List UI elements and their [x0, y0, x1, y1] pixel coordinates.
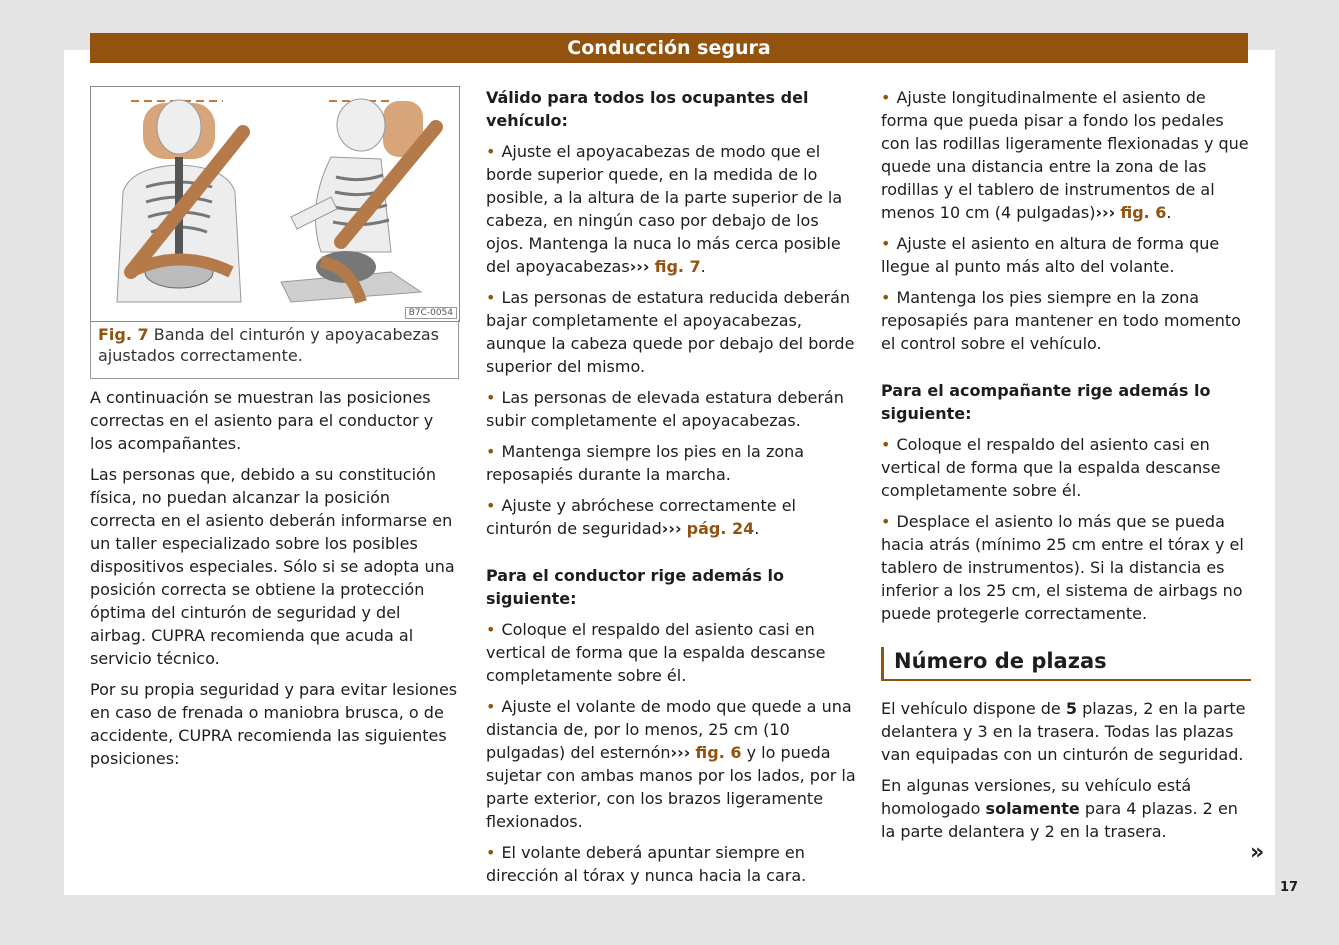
seats-section-title: Número de plazas — [881, 647, 1251, 681]
page-number: 17 — [1280, 880, 1299, 895]
figure-caption — [90, 320, 459, 379]
versions-paragraph: En algunas versiones, su vehículo está homologado solamente para 4 plazas. 2 en la parte delantera y 2 en la trasera. — [881, 776, 1238, 841]
driver-heading: Para el conductor rige además lo siguiente: — [486, 566, 784, 608]
list-item: • Ajuste y abróchese correctamente el cinturón de seguridad››› pág. 24. — [486, 494, 856, 540]
seatbelt-figure — [90, 86, 460, 322]
list-item: • Ajuste el apoyacabezas de modo que el borde superior quede, en la medida de lo posible, a la altura de la parte superior de la cabeza, en ningún caso por debajo de los ojos. Mantenga la nuca lo más cerca posible del apoyacabezas››› fig. 7. — [486, 140, 856, 278]
continue-mark: » — [1250, 840, 1265, 865]
seatbelt-illustration — [91, 87, 459, 321]
cross-ref-arrows: ››› — [629, 257, 650, 276]
list-item: • Ajuste el volante de modo que quede a una distancia de, por lo menos, 25 cm (10 pulgadas) del esternón››› fig. 6 y lo pueda sujetar con ambas manos por los lados, por la parte exterior, con los brazos ligeramente flexionados. — [486, 695, 856, 833]
page-24-link[interactable]: pág. 24 — [686, 519, 755, 538]
column-right — [881, 86, 1251, 851]
list-item: • Las personas de elevada estatura deberán subir completamente el apoyacabezas. — [486, 386, 856, 432]
column-middle — [486, 86, 856, 895]
list-item: • Coloque el respaldo del asiento casi en vertical de forma que la espalda descanse completamente sobre él. — [486, 618, 856, 687]
recommendation-paragraph: Por su propia seguridad y para evitar lesiones en caso de frenada o maniobra brusca, o de accidente, CUPRA recomienda las siguientes posiciones: — [90, 680, 458, 768]
list-item: • Las personas de estatura reducida deberán bajar completamente el apoyacabezas, aunque la cabeza quede por debajo del borde superior del mismo. — [486, 286, 856, 378]
fig-6-link[interactable]: fig. 6 — [695, 743, 742, 762]
cross-ref-arrows: ››› — [661, 519, 682, 538]
all-occupants-heading: Válido para todos los ocupantes del vehículo: — [486, 88, 809, 130]
cross-ref-arrows: ››› — [1095, 203, 1116, 222]
fig-6-link[interactable]: fig. 6 — [1120, 203, 1167, 222]
passenger-heading: Para el acompañante rige además lo siguiente: — [881, 381, 1211, 423]
figure-caption-text: Banda del cinturón y apoyacabezas ajustados correctamente. — [98, 325, 440, 365]
figure-label: Fig. 7 — [98, 325, 149, 344]
list-item: • Mantenga los pies siempre en la zona reposapiés para mantener en todo momento el control sobre el vehículo. — [881, 286, 1251, 355]
fig-7-link[interactable]: fig. 7 — [654, 257, 701, 276]
list-item: • Mantenga siempre los pies en la zona reposapiés durante la marcha. — [486, 440, 856, 486]
list-item: • Ajuste longitudinalmente el asiento de forma que pueda pisar a fondo los pedales con las rodillas ligeramente flexionadas y que quede una distancia entre la zona de las rodillas y el tablero de instrumentos de al menos 10 cm (4 pulgadas)››› fig. 6. — [881, 86, 1251, 224]
list-item: • Coloque el respaldo del asiento casi en vertical de forma que la espalda descanse completamente sobre él. — [881, 433, 1251, 502]
seats-paragraph: El vehículo dispone de 5 plazas, 2 en la parte delantera y 3 en la trasera. Todas las plazas van equipadas con un cinturón de seguridad. — [881, 699, 1246, 764]
list-item: • Ajuste el asiento en altura de forma que llegue al punto más alto del volante. — [881, 232, 1251, 278]
list-item: • Desplace el asiento lo más que se pueda hacia atrás (mínimo 25 cm entre el tórax y el tablero de instrumentos). Si la distancia es inferior a los 25 cm, el sistema de airbags no puede protegerle correctamente. — [881, 510, 1251, 625]
special-devices-paragraph: Las personas que, debido a su constitución física, no puedan alcanzar la posición correcta en el asiento deberán informarse en un taller especializado sobre los posibles dispositivos especiales. Sólo si se adopta una posición correcta se obtiene la protección óptima del cinturón de seguridad y del airbag. CUPRA recomienda que acuda al servicio técnico. — [90, 465, 455, 668]
list-item: • El volante deberá apuntar siempre en dirección al tórax y nunca hacia la cara. — [486, 841, 856, 887]
chapter-header: Conducción segura — [90, 33, 1248, 63]
cross-ref-arrows: ››› — [670, 743, 691, 762]
intro-paragraph: A continuación se muestran las posiciones correctas en el asiento para el conductor y los acompañantes. — [90, 388, 434, 453]
figure-code: B7C-0054 — [405, 307, 457, 319]
column-left — [90, 386, 460, 778]
